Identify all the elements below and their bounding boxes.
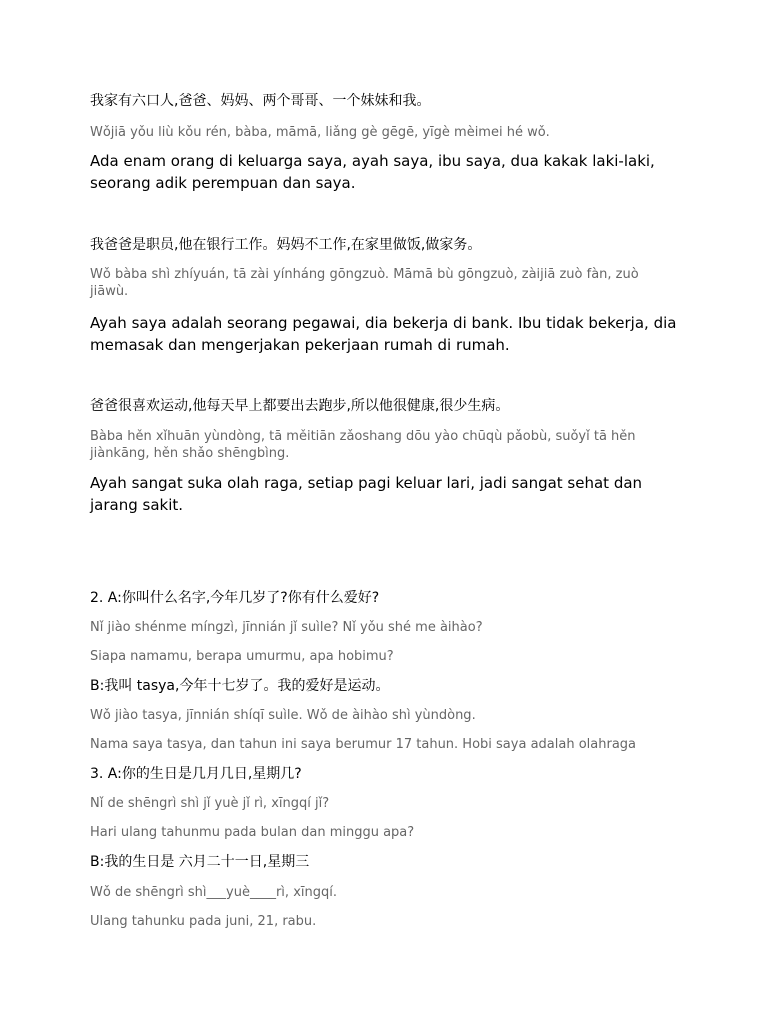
para1-pinyin: Wǒjiā yǒu liù kǒu rén, bàba, māmā, liǎng gè gēgē, yīgè mèimei hé wǒ. (90, 125, 550, 140)
q2-b-indonesian: Nama saya tasya, dan tahun ini saya berumur 17 tahun. Hobi saya adalah olahraga (90, 737, 636, 752)
q2-b-pinyin: Wǒ jiào tasya, jīnnián shíqī suìle. Wǒ de àihào shì yùndòng. (90, 708, 476, 723)
q2-a-line: 2. A:你叫什么名字,今年几岁了?你有什么爱好? (90, 590, 380, 606)
q3-b-indonesian: Ulang tahunku pada juni, 21, rabu. (90, 914, 317, 929)
para3-chinese: 爸爸很喜欢运动,他每天早上都要出去跑步,所以他很健康,很少生病。 (90, 398, 510, 414)
q3-a-line: 3. A:你的生日是几月几日,星期几? (90, 766, 302, 782)
q3-a-indonesian: Hari ulang tahunmu pada bulan dan minggu apa? (90, 825, 415, 840)
para2-pinyin: Wǒ bàba shì zhíyuán, tā zài yínháng gōngzuò. Māmā bù gōngzuò, zàijiā zuò fàn, zuò jiāwù. (90, 267, 639, 299)
para3-indonesian: Ayah sangat suka olah raga, setiap pagi keluar lari, jadi sangat sehat dan jarang sakit. (90, 474, 643, 514)
q2-a-pinyin: Nǐ jiào shénme míngzì, jīnnián jǐ suìle? Nǐ yǒu shé me àihào? (90, 620, 483, 635)
q3-a-pinyin: Nǐ de shēngrì shì jǐ yuè jǐ rì, xīngqí jǐ? (90, 796, 330, 811)
para1-chinese: 我家有六口人,爸爸、妈妈、两个哥哥、一个妹妹和我。 (90, 93, 431, 109)
para2-indonesian: Ayah saya adalah seorang pegawai, dia bekerja di bank. Ibu tidak bekerja, dia memasak dan mengerjakan pekerjaan rumah di rumah. (90, 314, 677, 354)
q3-b-pinyin: Wǒ de shēngrì shì___yuè____rì, xīngqí. (90, 885, 337, 900)
para1-indonesian: Ada enam orang di keluarga saya, ayah saya, ibu saya, dua kakak laki-laki, seorang adik perempuan dan saya. (90, 152, 655, 192)
para2-chinese: 我爸爸是职员,他在银行工作。妈妈不工作,在家里做饭,做家务。 (90, 237, 482, 253)
para3-pinyin: Bàba hěn xǐhuān yùndòng, tā měitiān zǎoshang dōu yào chūqù pǎobù, suǒyǐ tā hěn jiànkāng, hěn shǎo shēngbìng. (90, 429, 636, 461)
q2-a-indonesian: Siapa namamu, berapa umurmu, apa hobimu? (90, 649, 394, 664)
q3-b-line: B:我的生日是 六月二十一日,星期三 (90, 854, 310, 870)
q2-b-line: B:我叫 tasya,今年十七岁了。我的爱好是运动。 (90, 678, 390, 694)
